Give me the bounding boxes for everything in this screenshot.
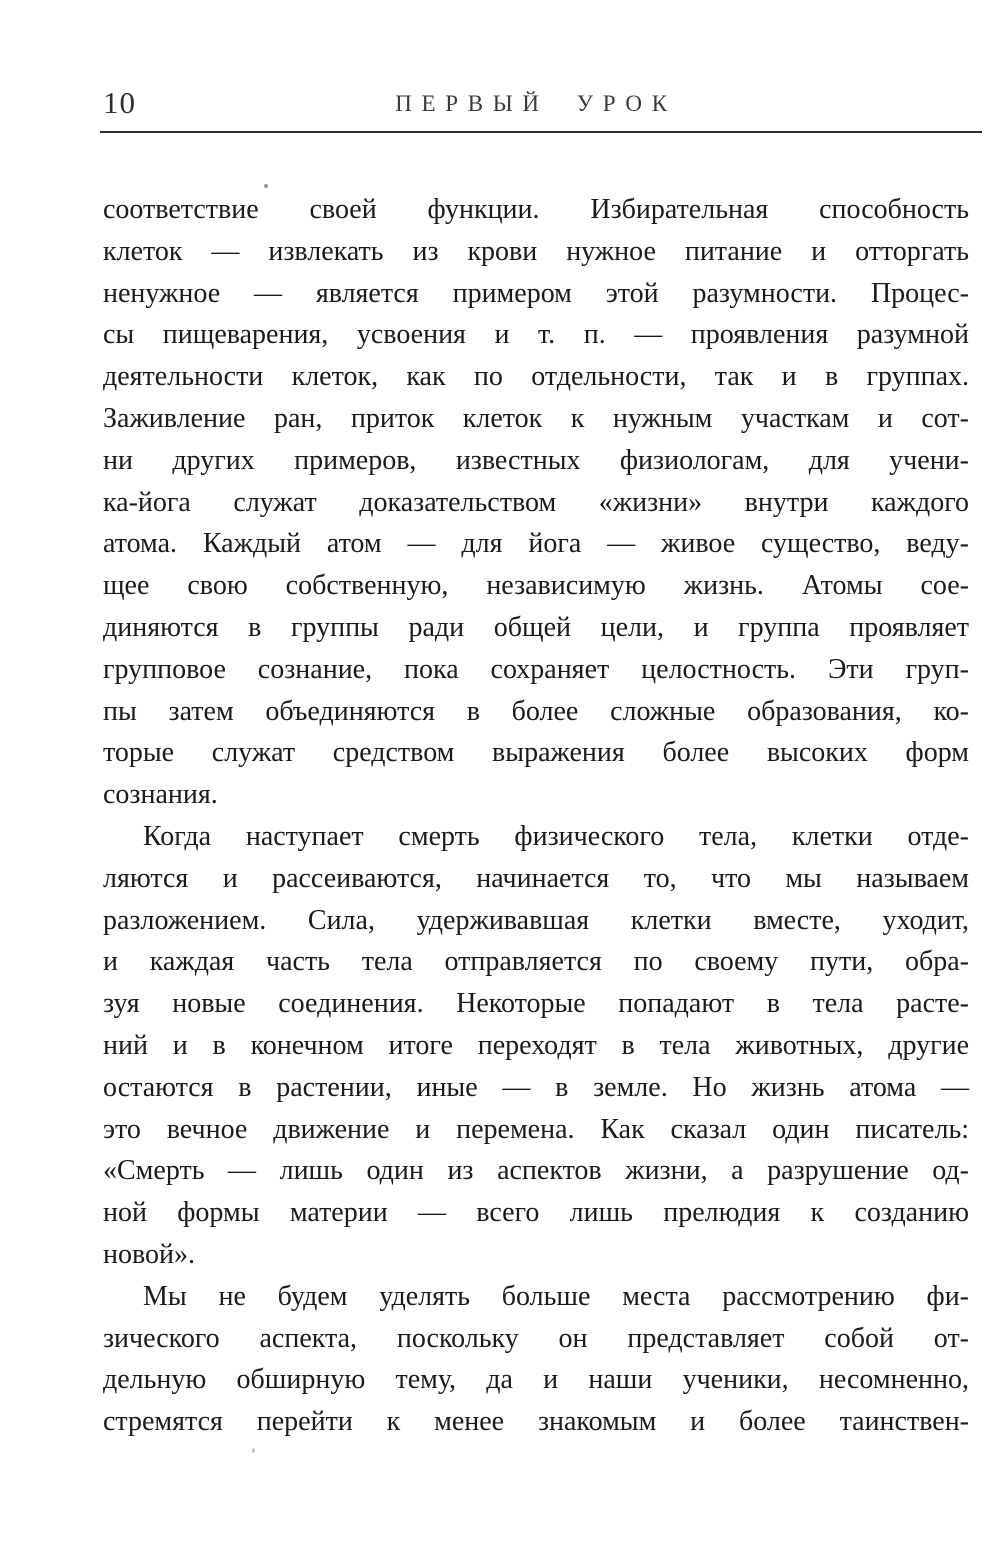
text-line: сы пищеварения, усвоения и т. п. — проявления разумной bbox=[103, 319, 969, 351]
page-number: 10 bbox=[103, 85, 136, 120]
text-line: сознания. bbox=[103, 779, 218, 811]
scan-speck bbox=[264, 184, 268, 188]
text-line: диняются в группы ради общей цели, и группа проявляет bbox=[103, 611, 969, 643]
text-line: атома. Каждый атом — для йога — живое существо, веду- bbox=[103, 528, 969, 560]
text-line: торые служат средством выражения более высоких форм bbox=[103, 737, 969, 769]
text-line: групповое сознание, пока сохраняет целостность. Эти груп- bbox=[103, 653, 969, 685]
header-rule bbox=[100, 131, 982, 133]
text-line: Мы не будем уделять больше места рассмотрению фи- bbox=[143, 1280, 969, 1312]
text-line: ний и в конечном итоге переходят в тела животных, другие bbox=[103, 1029, 969, 1061]
text-line: пы затем объединяются в более сложные образования, ко- bbox=[103, 695, 969, 727]
text-line: ка-йога служат доказательством «жизни» внутри каждого bbox=[103, 486, 969, 518]
text-line: ляются и рассеиваются, начинается то, что мы называем bbox=[103, 862, 969, 894]
scan-speck bbox=[252, 1448, 255, 1453]
text-line: щее свою собственную, независимую жизнь. Атомы сое- bbox=[103, 570, 969, 602]
text-line: остаются в растении, иные — в земле. Но жизнь атома — bbox=[103, 1071, 969, 1103]
text-line: и каждая часть тела отправляется по своему пути, обра- bbox=[103, 946, 969, 978]
text-line: разложением. Сила, удерживавшая клетки вместе, уходит, bbox=[103, 904, 969, 936]
text-line: ненужное — является примером этой разумности. Процес- bbox=[103, 277, 969, 309]
text-line: новой». bbox=[103, 1238, 195, 1270]
text-line: ной формы материи — всего лишь прелюдия к созданию bbox=[103, 1197, 969, 1229]
text-line: соответствие своей функции. Избирательная способность bbox=[103, 194, 969, 225]
running-title: ПЕРВЫЙ УРОК bbox=[395, 91, 677, 116]
text-line: зуя новые соединения. Некоторые попадают в тела расте- bbox=[103, 988, 969, 1020]
text-line: стремятся перейти к менее знакомым и более таинствен- bbox=[103, 1406, 969, 1438]
page-body bbox=[103, 189, 969, 1443]
text-line: дельную обширную тему, да и наши ученики, несомненно, bbox=[103, 1364, 969, 1396]
text-line: Заживление ран, приток клеток к нужным участкам и сот- bbox=[103, 402, 969, 434]
text-line: клеток — извлекать из крови нужное питание и отторгать bbox=[103, 235, 969, 267]
text-line: это вечное движение и перемена. Как сказал один писатель: bbox=[103, 1113, 969, 1145]
text-line: Когда наступает смерть физического тела, клетки отде- bbox=[143, 820, 969, 852]
text-line: зического аспекта, поскольку он представляет собой от- bbox=[103, 1322, 969, 1354]
text-line: ни других примеров, известных физиологам, для учени- bbox=[103, 444, 969, 476]
text-line: деятельности клеток, как по отдельности, так и в группах. bbox=[103, 361, 969, 393]
text-line: «Смерть — лишь один из аспектов жизни, а разрушение од- bbox=[103, 1155, 969, 1187]
